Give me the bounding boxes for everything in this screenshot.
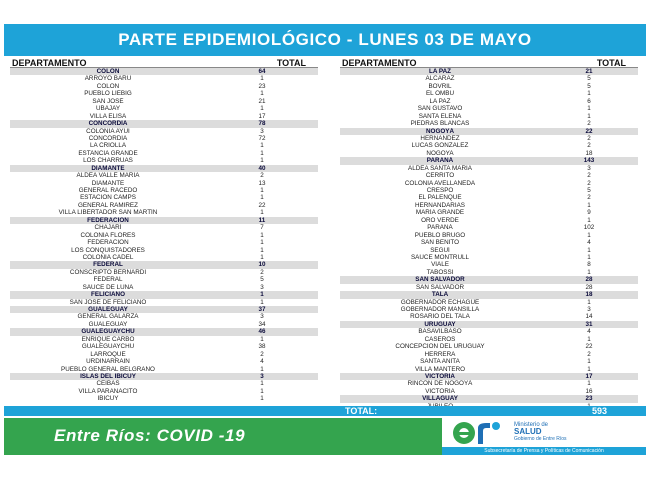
locality-row xyxy=(340,284,638,291)
row-name: TALA xyxy=(431,291,449,299)
locality-row xyxy=(340,75,638,82)
row-name: ALDEA SANTA MARIA xyxy=(408,164,472,172)
row-name: CASEROS xyxy=(424,335,456,343)
row-total: 31 xyxy=(585,320,593,328)
row-total: 2 xyxy=(587,194,591,202)
row-total: 1 xyxy=(587,253,591,261)
row-name: ROSARIO DEL TALA xyxy=(410,313,470,321)
row-total: 1 xyxy=(260,291,264,299)
locality-row xyxy=(10,180,318,187)
row-total: 1 xyxy=(260,75,264,83)
row-name: HERRERA xyxy=(424,350,456,358)
grand-total-bar xyxy=(4,406,646,416)
row-total: 1 xyxy=(587,246,591,254)
locality-row xyxy=(340,247,638,254)
locality-row xyxy=(340,306,638,313)
locality-row xyxy=(10,380,318,387)
row-total: 1 xyxy=(587,201,591,209)
row-total: 1 xyxy=(587,335,591,343)
row-total: 143 xyxy=(583,157,595,165)
department-row xyxy=(340,157,638,164)
row-total: 18 xyxy=(585,149,593,157)
department-row xyxy=(10,291,318,298)
row-total: 2 xyxy=(587,120,591,128)
row-total: 1 xyxy=(260,157,264,165)
logo-name-text: SALUD xyxy=(514,427,542,436)
row-total: 11 xyxy=(258,216,266,224)
row-total: 3 xyxy=(260,313,264,321)
department-row xyxy=(340,291,638,298)
row-total: 5 xyxy=(587,187,591,194)
row-name: FELICIANO xyxy=(91,291,125,299)
row-name: BASAVILBASO xyxy=(418,328,462,336)
report-title: PARTE EPIDEMIOLÓGICO - LUNES 03 DE MAYO xyxy=(4,24,646,56)
row-total: 78 xyxy=(258,120,266,128)
locality-row xyxy=(10,98,318,105)
locality-row xyxy=(340,150,638,157)
row-total: 22 xyxy=(258,201,266,209)
locality-row xyxy=(10,232,318,239)
row-total: 1 xyxy=(260,194,264,202)
row-name: HERNANDEZ xyxy=(420,134,460,142)
locality-row xyxy=(340,269,638,276)
ministry-logo xyxy=(442,418,646,455)
locality-row xyxy=(340,299,638,306)
grand-total-label: TOTAL: xyxy=(345,406,378,416)
row-name: ISLAS DEL IBICUY xyxy=(80,372,136,380)
locality-row xyxy=(340,239,638,246)
locality-row xyxy=(340,388,638,395)
row-name: FEDERACIÓN xyxy=(87,239,129,247)
row-name: PARANÁ xyxy=(427,224,453,232)
row-name: LA CRIOLLA xyxy=(89,142,127,150)
row-total: 4 xyxy=(260,358,264,366)
row-total: 23 xyxy=(258,82,266,90)
row-total: 1 xyxy=(260,142,264,150)
row-total: 1 xyxy=(260,231,264,239)
locality-row xyxy=(10,105,318,112)
right-table-header xyxy=(340,58,638,68)
locality-row xyxy=(10,83,318,90)
locality-row xyxy=(10,142,318,149)
locality-row xyxy=(340,172,638,179)
row-total: 1 xyxy=(587,358,591,366)
locality-row xyxy=(340,209,638,216)
row-name: PUEBLO BRUGO xyxy=(414,231,466,239)
row-total: 1 xyxy=(587,90,591,98)
row-total: 1 xyxy=(260,298,264,306)
row-name: PUEBLO LIEBIG xyxy=(84,90,132,98)
department-column-header: DEPARTAMENTO xyxy=(12,58,87,68)
locality-row xyxy=(10,224,318,231)
row-total: 10 xyxy=(258,261,266,269)
row-total: 2 xyxy=(587,142,591,150)
row-name: LUCAS GONZALEZ xyxy=(411,142,469,150)
locality-row xyxy=(340,113,638,120)
row-total: 5 xyxy=(587,82,591,90)
locality-row xyxy=(10,113,318,120)
row-total: 2 xyxy=(587,350,591,358)
logo-strip-text: Subsecretaría de Prensa y Políticas de Comunicación xyxy=(442,447,646,455)
locality-row xyxy=(10,90,318,97)
row-name: PUEBLO GENERAL BELGRANO xyxy=(61,365,155,373)
row-name: GUALEGUAYCHÚ xyxy=(81,328,135,336)
row-name: SANTA ELENA xyxy=(418,112,462,120)
row-total: 34 xyxy=(258,320,266,328)
row-name: SAUCE MONTRULL xyxy=(410,253,470,261)
row-name: SAN GUSTAVO xyxy=(417,105,463,113)
locality-row xyxy=(10,239,318,246)
locality-row xyxy=(10,128,318,135)
row-name: RINCÓN DE NOGOYÁ xyxy=(407,380,473,388)
row-total: 22 xyxy=(585,343,593,351)
row-name: CONCORDIA xyxy=(88,134,128,142)
row-total: 3 xyxy=(587,306,591,313)
row-name: VIALE xyxy=(431,261,449,269)
row-total: 3 xyxy=(260,372,264,380)
row-name: ALDEA VALLE MARIA xyxy=(76,172,140,180)
row-total: 1 xyxy=(260,187,264,194)
row-name: DIAMANTE xyxy=(91,164,125,172)
row-name: GENERAL GALARZA xyxy=(77,313,139,321)
locality-row xyxy=(10,135,318,142)
row-name: SAN BENITO xyxy=(420,239,460,247)
row-total: 1 xyxy=(587,105,591,113)
locality-row xyxy=(10,209,318,216)
row-name: CONCORDIA xyxy=(88,120,128,128)
row-name: ESTANCIA GRANDE xyxy=(78,149,138,157)
row-total: 8 xyxy=(587,261,591,269)
locality-row xyxy=(10,336,318,343)
department-row xyxy=(10,68,318,75)
row-total: 38 xyxy=(258,343,266,351)
total-column-header: TOTAL xyxy=(596,58,626,68)
locality-row xyxy=(10,388,318,395)
row-name: HERNANDARIAS xyxy=(414,201,466,209)
row-total: 4 xyxy=(587,239,591,247)
locality-row xyxy=(340,217,638,224)
row-name: COLONIA CADEL xyxy=(82,253,134,261)
row-name: SAUCE DE LUNA xyxy=(82,283,134,291)
row-name: VICTORIA xyxy=(425,387,455,395)
locality-row xyxy=(340,83,638,90)
row-total: 1 xyxy=(587,298,591,306)
row-name: COLONIA AYUI xyxy=(86,127,130,135)
row-name: GUALEGUAYCHÚ xyxy=(81,343,135,351)
row-total: 1 xyxy=(260,209,264,217)
row-name: VILLA PARANACITO xyxy=(78,387,138,395)
row-name: VILLA MANTERO xyxy=(414,365,466,373)
department-row xyxy=(340,395,638,402)
logo-ministry-text: Ministerio de xyxy=(514,422,549,428)
department-row xyxy=(340,68,638,75)
row-total: 2 xyxy=(260,172,264,180)
row-name: UBAJAY xyxy=(95,105,121,113)
row-total: 22 xyxy=(585,127,593,135)
locality-row xyxy=(10,75,318,82)
row-total: 23 xyxy=(585,395,593,403)
locality-row xyxy=(340,366,638,373)
locality-row xyxy=(10,150,318,157)
row-total: 1 xyxy=(260,335,264,343)
row-total: 64 xyxy=(258,68,266,75)
row-name: GUALEGUAY xyxy=(88,320,128,328)
row-name: COLÓN xyxy=(96,68,120,75)
row-total: 1 xyxy=(260,149,264,157)
row-total: 1 xyxy=(260,395,264,403)
footer-banner xyxy=(4,418,646,455)
row-name: LARROQUE xyxy=(90,350,126,358)
locality-row xyxy=(340,194,638,201)
locality-row xyxy=(340,343,638,350)
row-total: 18 xyxy=(585,291,593,299)
row-name: LOS CHARRUAS xyxy=(83,157,133,165)
row-total: 7 xyxy=(260,224,264,232)
locality-row xyxy=(10,313,318,320)
locality-row xyxy=(340,142,638,149)
row-name: FEDERACIÓN xyxy=(87,216,129,224)
row-total: 2 xyxy=(587,172,591,180)
row-name: ALCARAZ xyxy=(425,75,455,83)
row-total: 28 xyxy=(585,283,593,291)
row-name: ARROYO BARÚ xyxy=(84,75,132,83)
row-total: 37 xyxy=(258,306,266,313)
locality-row xyxy=(10,395,318,402)
row-total: 40 xyxy=(258,164,266,172)
row-name: ESTACION CAMPS xyxy=(80,194,136,202)
left-table-header xyxy=(10,58,318,68)
row-total: 1 xyxy=(260,239,264,247)
locality-row xyxy=(10,299,318,306)
locality-row xyxy=(340,187,638,194)
locality-row xyxy=(10,276,318,283)
row-total: 2 xyxy=(260,268,264,276)
locality-row xyxy=(340,120,638,127)
department-row xyxy=(10,217,318,224)
row-name: CERRITO xyxy=(425,172,455,180)
row-total: 1 xyxy=(587,112,591,120)
footer-slogan: Entre Ríos: COVID -19 xyxy=(54,426,246,445)
row-total: 1 xyxy=(587,380,591,388)
row-name: BOVRIL xyxy=(428,82,452,90)
row-name: CRESPO xyxy=(426,187,454,194)
row-name: SANTA ANITA xyxy=(420,358,460,366)
locality-row xyxy=(340,202,638,209)
locality-row xyxy=(340,351,638,358)
department-row xyxy=(10,120,318,127)
row-name: FEDERAL xyxy=(93,261,123,269)
row-total: 21 xyxy=(258,97,266,105)
locality-row xyxy=(340,135,638,142)
row-total: 4 xyxy=(587,328,591,336)
row-total: 13 xyxy=(258,179,266,187)
row-name: GENERAL RAMIREZ xyxy=(78,201,138,209)
row-name: ORO VERDE xyxy=(421,216,459,224)
row-total: 3 xyxy=(260,283,264,291)
right-table-rows xyxy=(340,68,638,418)
row-name: VILLA LIBERTADOR SAN MARTÍN xyxy=(58,209,158,217)
department-column-header: DEPARTAMENTO xyxy=(342,58,417,68)
entre-rios-logo-icon xyxy=(450,420,510,446)
row-total: 46 xyxy=(258,328,266,336)
row-name: FEDERAL xyxy=(93,276,123,284)
locality-row xyxy=(340,232,638,239)
locality-row xyxy=(340,313,638,320)
row-total: 17 xyxy=(258,112,266,120)
row-name: SAN JOSÉ DE FELICIANO xyxy=(69,298,147,306)
locality-row xyxy=(340,254,638,261)
row-name: CONCEPCIÓN DEL URUGUAY xyxy=(395,343,485,351)
row-total: 1 xyxy=(587,365,591,373)
row-total: 14 xyxy=(585,313,593,321)
row-name: VICTORIA xyxy=(425,372,455,380)
locality-row xyxy=(10,321,318,328)
department-row xyxy=(340,276,638,283)
row-total: 1 xyxy=(260,365,264,373)
department-row xyxy=(340,321,638,328)
row-name: LOS CONQUISTADORES xyxy=(71,246,145,254)
row-name: CEIBAS xyxy=(96,380,120,388)
locality-row xyxy=(340,380,638,387)
row-name: EL OMBÚ xyxy=(425,90,455,98)
row-total: 6 xyxy=(587,97,591,105)
locality-row xyxy=(10,157,318,164)
locality-row xyxy=(10,366,318,373)
row-total: 1 xyxy=(260,380,264,388)
locality-row xyxy=(10,343,318,350)
row-total: 21 xyxy=(585,68,593,75)
row-name: CHAJARÍ xyxy=(94,224,122,232)
row-total: 17 xyxy=(585,372,593,380)
row-total: 28 xyxy=(585,276,593,284)
row-total: 9 xyxy=(587,209,591,217)
row-name: CONSCRIPTO BERNARDI xyxy=(69,268,147,276)
row-name: GUALEGUAY xyxy=(88,306,128,313)
row-total: 5 xyxy=(587,75,591,83)
row-name: URDINARRAIN xyxy=(86,358,130,366)
row-name: TABOSSI xyxy=(426,268,454,276)
logo-government-text: Gobierno de Entre Ríos xyxy=(514,436,567,442)
right-table xyxy=(340,58,638,418)
row-name: MARÍA GRANDE xyxy=(415,209,465,217)
row-total: 3 xyxy=(260,127,264,135)
locality-row xyxy=(340,98,638,105)
locality-row xyxy=(10,254,318,261)
row-total: 1 xyxy=(587,268,591,276)
locality-row xyxy=(340,90,638,97)
row-total: 2 xyxy=(587,134,591,142)
locality-row xyxy=(340,328,638,335)
row-name: PARANÁ xyxy=(426,157,454,165)
row-name: COLONIA AVELLANEDA xyxy=(404,179,476,187)
row-total: 1 xyxy=(260,246,264,254)
row-name: SAN SALVADOR xyxy=(415,283,465,291)
locality-row xyxy=(10,351,318,358)
row-total: 72 xyxy=(258,134,266,142)
department-row xyxy=(10,306,318,313)
row-name: LA PAZ xyxy=(428,68,452,75)
row-name: SEGUÍ xyxy=(430,246,450,254)
department-row xyxy=(340,128,638,135)
row-name: COLÓN xyxy=(96,82,120,90)
row-total: 102 xyxy=(583,224,595,232)
row-total: 2 xyxy=(260,350,264,358)
locality-row xyxy=(10,284,318,291)
row-name: DIAMANTE xyxy=(91,179,125,187)
row-name: SAN SALVADOR xyxy=(415,276,465,284)
department-row xyxy=(10,328,318,335)
locality-row xyxy=(340,180,638,187)
row-name: LA PAZ xyxy=(429,97,451,105)
locality-row xyxy=(340,165,638,172)
row-name: URUGUAY xyxy=(424,320,456,328)
row-name: GENERAL RACEDO xyxy=(78,187,138,194)
row-name: GOBERNADOR MANSILLA xyxy=(400,306,480,313)
row-total: 2 xyxy=(587,179,591,187)
row-total: 1 xyxy=(260,105,264,113)
row-total: 1 xyxy=(587,231,591,239)
row-name: NOGOYÁ xyxy=(426,127,454,135)
locality-row xyxy=(10,172,318,179)
row-total: 1 xyxy=(260,253,264,261)
department-row xyxy=(10,165,318,172)
locality-row xyxy=(340,358,638,365)
row-name: IBICUY xyxy=(97,395,119,403)
row-name: ENRIQUE CARBÓ xyxy=(81,335,135,343)
locality-row xyxy=(340,105,638,112)
locality-row xyxy=(340,261,638,268)
locality-row xyxy=(340,336,638,343)
left-table-rows xyxy=(10,68,318,403)
locality-row xyxy=(10,187,318,194)
left-table xyxy=(10,58,318,403)
locality-row xyxy=(10,358,318,365)
row-total: 1 xyxy=(260,90,264,98)
row-name: SAN JOSÉ xyxy=(92,97,124,105)
row-total: 1 xyxy=(260,387,264,395)
row-total: 16 xyxy=(585,387,593,395)
locality-row xyxy=(10,269,318,276)
locality-row xyxy=(10,247,318,254)
row-name: VILLAGUAY xyxy=(422,395,458,403)
locality-row xyxy=(340,224,638,231)
department-row xyxy=(340,373,638,380)
row-name: VILLA ELISA xyxy=(89,112,127,120)
row-total: 5 xyxy=(260,276,264,284)
row-name: PIEDRAS BLANCAS xyxy=(410,120,470,128)
locality-row xyxy=(10,202,318,209)
department-row xyxy=(10,261,318,268)
total-column-header: TOTAL xyxy=(276,58,306,68)
locality-row xyxy=(10,194,318,201)
row-name: COLONIA FLORES xyxy=(80,231,136,239)
row-name: GOBERNADOR ECHAGÜE xyxy=(400,298,480,306)
row-name: EL PALENQUE xyxy=(418,194,462,202)
row-name: NOGOYA xyxy=(426,149,454,157)
grand-total-value: 593 xyxy=(592,406,608,416)
department-row xyxy=(10,373,318,380)
row-total: 1 xyxy=(587,216,591,224)
row-total: 3 xyxy=(587,164,591,172)
